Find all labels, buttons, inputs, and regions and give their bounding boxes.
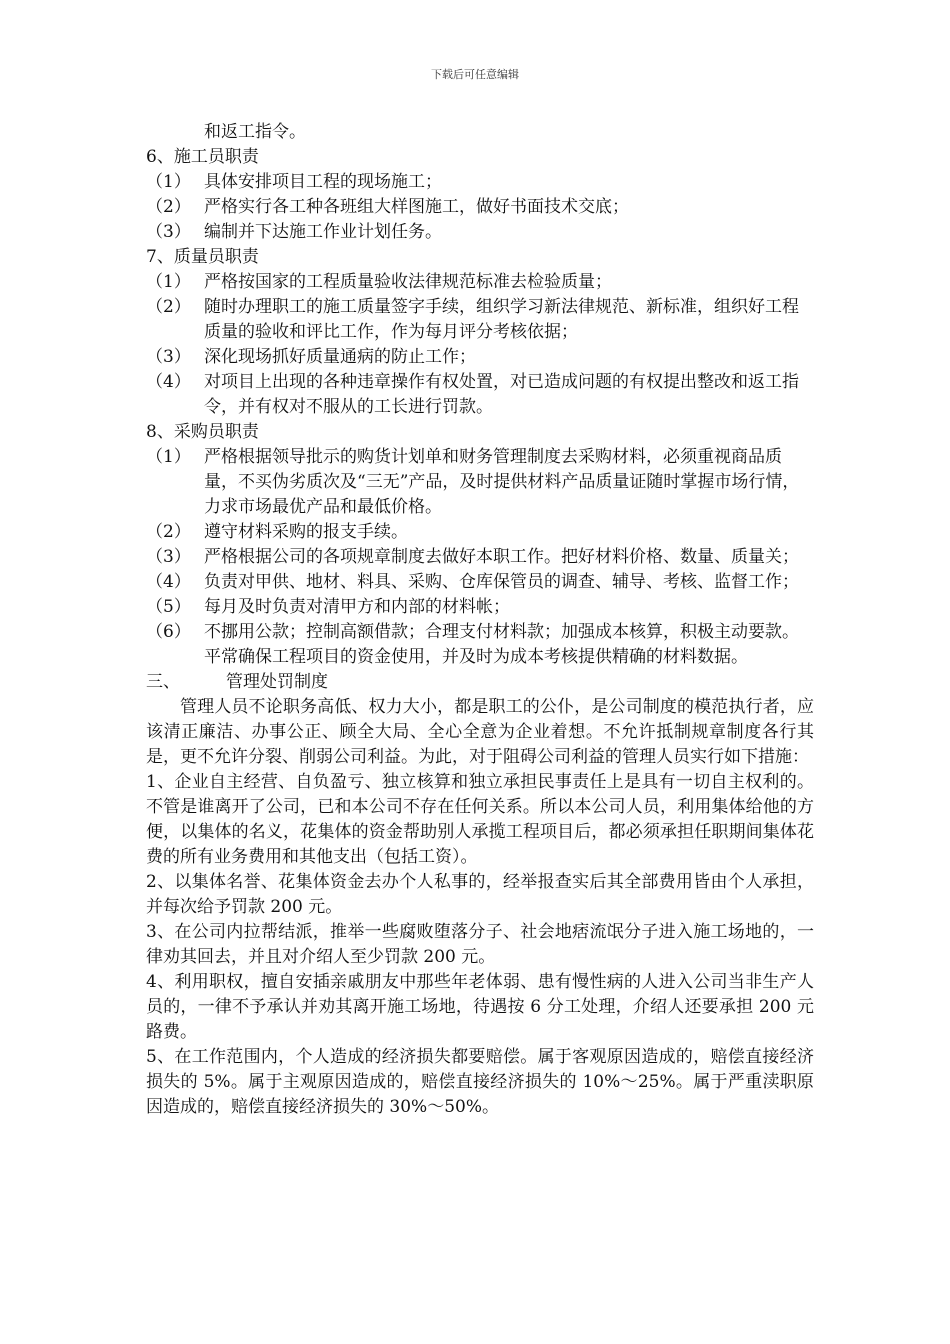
item-text: 严格按国家的工程质量验收法律规范标准去检验质量； [204, 272, 612, 292]
document-body [146, 120, 814, 1120]
section-number: 三、 [146, 672, 180, 692]
item-number: （5） [146, 597, 191, 617]
section-heading-purchasing: 8、采购员职责 [146, 422, 259, 442]
section-heading-penalty [146, 670, 814, 695]
item-text: 严格根据领导批示的购货计划单和财务管理制度去采购材料，必须重视商品质量，不买伪劣质次及“三无”产品，及时提供材料产品质量证随时掌握市场行情，力求市场最优产品和最低价格。 [204, 447, 800, 517]
list-item [146, 595, 814, 620]
carry-over-line: 和返工指令。 [204, 122, 306, 142]
item-text: 编制并下达施工作业计划任务。 [204, 222, 442, 242]
item-text: 严格实行各工种各班组大样图施工，做好书面技术交底； [204, 197, 629, 217]
rule-paragraph: 4、利用职权，擅自安插亲戚朋友中那些年老体弱、患有慢性病的人进入公司当非生产人员的，一律不予承认并劝其离开施工场地，待遇按 6 分工处理，介绍人还要承担 200 元路费。 [146, 972, 814, 1042]
list-item [146, 370, 814, 420]
item-number: （6） [146, 622, 191, 642]
section-heading-construction: 6、施工员职责 [146, 147, 259, 167]
rule-paragraph: 3、在公司内拉帮结派，推举一些腐败堕落分子、社会地痞流氓分子进入施工场地的，一律劝其回去，并且对介绍人至少罚款 200 元。 [146, 922, 814, 967]
item-text: 不挪用公款；控制高额借款；合理支付材料款；加强成本核算，积极主动要款。平常确保工程项目的资金使用，并及时为成本考核提供精确的材料数据。 [204, 622, 799, 667]
section-heading-quality: 7、质量员职责 [146, 247, 259, 267]
intro-paragraph: 管理人员不论职务高低、权力大小，都是职工的公仆，是公司制度的模范执行者，应该清正廉洁、办事公正、顾全大局、全心全意为企业着想。不允许抵制规章制度各行其是，更不允许分裂、削弱公司利益。为此，对于阻碍公司利益的管理人员实行如下措施： [146, 697, 814, 767]
item-number: （1） [146, 447, 191, 467]
item-text: 随时办理职工的施工质量签字手续，组织学习新法律规范、新标准，组织好工程质量的验收和评比工作，作为每月评分考核依据； [204, 297, 799, 342]
item-number: （1） [146, 272, 191, 292]
rule-paragraph: 2、以集体名誉、花集体资金去办个人私事的，经举报查实后其全部费用皆由个人承担，并每次给予罚款 200 元。 [146, 872, 814, 917]
list-item [146, 445, 814, 520]
item-text: 遵守材料采购的报支手续。 [204, 522, 408, 542]
list-item [146, 520, 814, 545]
list-item [146, 545, 814, 570]
item-text: 严格根据公司的各项规章制度去做好本职工作。把好材料价格、数量、质量关； [204, 547, 799, 567]
item-number: （2） [146, 197, 191, 217]
item-number: （3） [146, 347, 191, 367]
list-item [146, 220, 814, 245]
item-number: （2） [146, 522, 191, 542]
item-number: （2） [146, 297, 191, 317]
list-item [146, 295, 814, 345]
item-number: （4） [146, 572, 191, 592]
item-number: （3） [146, 547, 191, 567]
list-item [146, 620, 814, 670]
item-text: 深化现场抓好质量通病的防止工作； [204, 347, 476, 367]
item-text: 每月及时负责对清甲方和内部的材料帐； [204, 597, 510, 617]
list-item [146, 345, 814, 370]
item-text: 具体安排项目工程的现场施工； [204, 172, 442, 192]
list-item [146, 570, 814, 595]
section-title: 管理处罚制度 [226, 672, 328, 692]
item-text: 对项目上出现的各种违章操作有权处置，对已造成问题的有权提出整改和返工指令，并有权对不服从的工长进行罚款。 [204, 372, 799, 417]
rule-paragraph: 1、企业自主经营、自负盈亏、独立核算和独立承担民事责任上是具有一切自主权利的。不管是谁离开了公司，已和本公司不存在任何关系。所以本公司人员，利用集体给他的方便，以集体的名义，花集体的资金帮助别人承揽工程项目后，都必须承担任职期间集体花费的所有业务费用和其他支出（包括工资）。 [146, 772, 814, 867]
item-number: （3） [146, 222, 191, 242]
list-item [146, 270, 814, 295]
list-item [146, 170, 814, 195]
page-header: 下载后可任意编辑 [431, 68, 519, 81]
item-number: （1） [146, 172, 191, 192]
item-number: （4） [146, 372, 191, 392]
list-item [146, 195, 814, 220]
rule-paragraph: 5、在工作范围内，个人造成的经济损失都要赔偿。属于客观原因造成的，赔偿直接经济损失的 5%。属于主观原因造成的，赔偿直接经济损失的 10%～25%。属于严重渎职原因造成的，赔偿直接经济损失的 30%～50%。 [146, 1047, 814, 1117]
item-text: 负责对甲供、地材、料具、采购、仓库保管员的调查、辅导、考核、监督工作； [204, 572, 799, 592]
